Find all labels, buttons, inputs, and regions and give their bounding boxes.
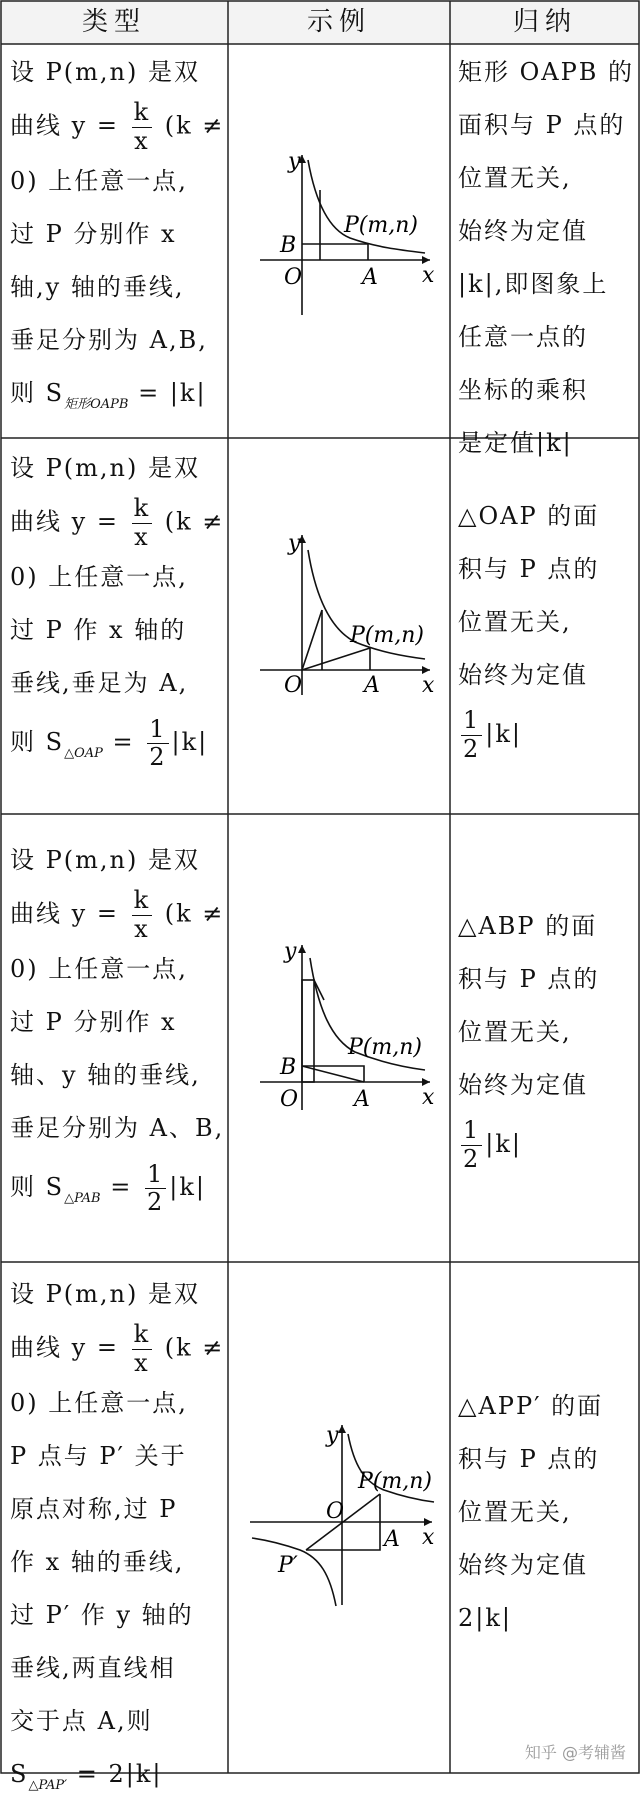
fraction-k-over-x: $\frac{k}{x}$ xyxy=(133,1320,151,1377)
fraction-one-half: $\frac{1}{2}$ xyxy=(463,1116,481,1173)
origin-label: O xyxy=(284,265,303,290)
row3-type-area: 则 $S_{\triangle PAB}$ = $\frac{1}{2}$ |k| xyxy=(10,1159,206,1217)
header-summary: 归纳 xyxy=(512,7,577,37)
row1-diagram xyxy=(250,150,440,320)
row2-type: 设 P(m,n) 是双 曲线 y = $\frac{k}{x}$ (k ≠ 0) 上任意一点, 过 P 作 x 轴的 垂线,垂足为 A, 则 $S_{\triangle OAP}$ = $\frac{1}{2}$ |k| xyxy=(10,442,236,779)
svg-text:P(m,n): P(m,n) xyxy=(358,1469,432,1494)
svg-text:x: x xyxy=(422,673,435,698)
watermark: 知乎 @考辅酱 xyxy=(524,1743,626,1762)
svg-text:y: y xyxy=(326,1423,339,1448)
fraction-k-over-x: $\frac{k}{x}$ xyxy=(133,494,151,551)
row1-type: 设 P(m,n) 是双 曲线 y = $\frac{k}{x}$ (k ≠ 0) 上任意一点, 过 P 分别作 x 轴,y 轴的垂线, 垂足分别为 A,B, 则 $S_{矩形OAPB} = |k|$ xyxy=(10,46,236,424)
svg-text:A: A xyxy=(384,1527,400,1552)
row1-type-area: 则 $S_{矩形OAPB} = |k|$ xyxy=(10,379,207,413)
fraction-one-half: $\frac{1}{2}$ xyxy=(149,714,167,772)
fraction-k-over-x: $\frac{k}{x}$ xyxy=(133,886,151,943)
row1-summary: 矩形 OAPB 的 面积与 P 点的 位置无关, 始终为定值 |k|,即图象上 任意一点的 坐标的乘积 是定值|k| xyxy=(458,58,635,457)
svg-text:P(m,n): P(m,n) xyxy=(348,1035,422,1060)
svg-text:A: A xyxy=(354,1087,370,1112)
svg-text:O: O xyxy=(326,1499,345,1524)
fraction-k-over-x: $\frac{k}{x}$ xyxy=(133,98,151,155)
y-axis-label: y xyxy=(288,150,301,174)
svg-text:y: y xyxy=(284,940,297,964)
point-a-label: A xyxy=(362,265,378,290)
row3-diagram xyxy=(250,940,440,1115)
row3-type: 设 P(m,n) 是双 曲线 y = $\frac{k}{x}$ (k ≠ 0) 上任意一点, 过 P 分别作 x 轴、y 轴的垂线, 垂足分别为 A、B, 则 $S_{\triangle PAB}$ = $\frac{1}{2}$ |k| xyxy=(10,834,236,1224)
row2-diagram xyxy=(250,530,440,700)
svg-text:x: x xyxy=(422,1525,435,1550)
fraction-one-half: $\frac{1}{2}$ xyxy=(146,1159,165,1217)
row4-type-area: $S_{\triangle PAP'} = 2|k|$ xyxy=(10,1760,163,1794)
row4-type: 设 P(m,n) 是双 曲线 y = $\frac{k}{x}$ (k ≠ 0) 上任意一点, P 点与 P′ 关于 原点对称,过 P 作 x 轴的垂线, 过 P′ 作 y 轴的 垂线,两直线相 交于点 A,则 $S_{\triangle PAP'} = 2|k|$ xyxy=(10,1268,236,1805)
svg-text:y: y xyxy=(288,531,301,556)
svg-text:P′: P′ xyxy=(278,1553,298,1578)
svg-text:A: A xyxy=(364,673,380,698)
row1-type-line: 曲线 y = $\frac{k}{x}$ (k ≠ xyxy=(10,98,225,155)
header-type: 类型 xyxy=(81,7,146,37)
fraction-one-half: $\frac{1}{2}$ xyxy=(463,706,481,763)
row2-type-area: 则 $S_{\triangle OAP}$ = $\frac{1}{2}$ |k| xyxy=(10,714,209,772)
row4-summary: △APP′ 的面 积与 P 点的 位置无关, 始终为定值 2|k| xyxy=(458,1392,604,1632)
svg-text:O: O xyxy=(280,1087,299,1112)
svg-text:B: B xyxy=(280,1055,297,1080)
svg-text:P(m,n): P(m,n) xyxy=(350,623,424,648)
row3-summary: △ABP 的面 积与 P 点的 位置无关, 始终为定值 $\frac{1}{2}$ |k| xyxy=(458,912,600,1173)
svg-text:x: x xyxy=(422,1085,435,1110)
header-example: 示例 xyxy=(306,7,371,37)
row1-type-line: 设 P(m,n) 是双 xyxy=(10,58,200,86)
svg-text:O: O xyxy=(284,673,303,698)
point-b-label: B xyxy=(280,233,297,258)
point-p-label: P(m,n) xyxy=(344,213,418,238)
row2-summary: △OAP 的面 积与 P 点的 位置无关, 始终为定值 $\frac{1}{2}$ |k| xyxy=(458,502,600,763)
x-axis-label: x xyxy=(422,263,435,288)
row4-diagram xyxy=(246,1420,442,1610)
